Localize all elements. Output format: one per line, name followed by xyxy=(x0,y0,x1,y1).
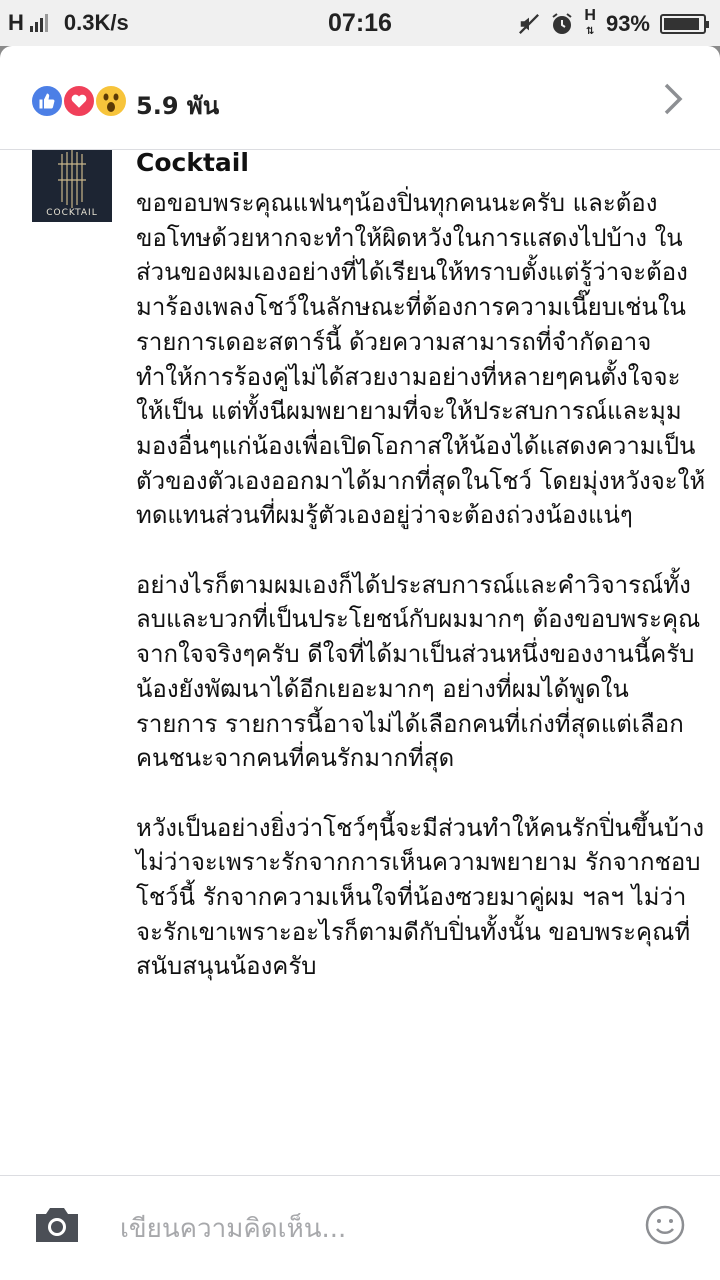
comment-body xyxy=(136,186,706,1019)
comment-author[interactable]: Cocktail xyxy=(136,150,249,177)
comment-composer xyxy=(0,1175,720,1280)
data-arrows-icon: ⇅ xyxy=(585,26,595,37)
comments-sheet xyxy=(0,46,720,1280)
data-indicator xyxy=(584,9,596,39)
alarm-icon xyxy=(550,12,574,36)
clock: 07:16 xyxy=(328,9,392,37)
battery-percent: 93% xyxy=(605,11,650,36)
battery-fill xyxy=(664,18,699,30)
like-icon xyxy=(30,84,64,118)
battery-icon xyxy=(660,14,706,34)
love-icon xyxy=(62,84,96,118)
reaction-count: 5.9 พัน xyxy=(136,92,220,120)
comment-paragraph: อย่างไรก็ตามผมเองก็ได้ประสบการณ์และคำวิจารณ์ทั้งลบและบวกที่เป็นประโยชน์กับผมมากๆ ต้องขอบพระคุณจากใจจริงๆครับ ดีใจที่ได้มาเป็นส่วนหนึ่งของงานนี้ครับ น้องยังพัฒนาได้อีกเยอะมากๆ อย่างที่ผมได้พูดในรายการ รายการนี้อาจไม่ได้เลือกคนที่เก่งที่สุดแต่เลือกคนชนะจากคนที่คนรักมากที่สุด xyxy=(136,570,701,773)
avatar-label: COCKTAIL xyxy=(46,208,98,218)
comment-paragraph: หวังเป็นอย่างยิ่งว่าโชว์ๆนี้จะมีส่วนทำให้คนรักปิ่นขึ้นบ้างไม่ว่าจะเพราะรักจากการเห็นความพยายาม รักจากชอบโชว์นี้ รักจากความเห็นใจที่น้องซวยมาคู่ผม ฯลฯ ไม่ว่าจะรักเขาเพราะอะไรก็ตามดีกับปิ่นทั้งนั้น ขอบพระคุณที่สนับสนุนน้องครับ xyxy=(136,813,705,981)
emoji-icon[interactable] xyxy=(644,1204,686,1246)
status-bar xyxy=(0,0,720,46)
comment-paragraph: ขอขอบพระคุณแฟนๆน้องปิ่นทุกคนนะครับ และต้องขอโทษด้วยหากจะทำให้ผิดหวังในการแสดงไปบ้าง ในส่วนของผมเองอย่างที่ได้เรียนให้ทราบตั้งแต่รู้ว่าจะต้องมาร้องเพลงโชว์ในลักษณะที่ต้องการความเนี๊ยบเช่นในรายการเดอะสตาร์นี้ ด้วยความสามารถที่จำกัดอาจทำให้การร้องคู่ไม่ได้สวยงามอย่างที่หลายๆคนตั้งใจจะให้เป็น แต่ทั้งนีผมพยายามที่จะให้ประสบการณ์และมุมมองอื่นๆแก่น้องเพื่อเปิดโอกาสให้น้องได้แสดงความเป็นตัวของตัวเองออกมาได้มากที่สุดในโชว์ โดยมุ่งหวังจะให้ทดแทนส่วนที่ผมรู้ตัวเองอยู่ว่าจะต้องถ่วงน้องแน่ๆ xyxy=(136,189,706,530)
chevron-right-icon[interactable] xyxy=(662,82,684,116)
camera-icon[interactable] xyxy=(32,1204,82,1246)
wow-icon xyxy=(94,84,128,118)
chandelier-icon xyxy=(32,150,112,210)
data-type: H xyxy=(584,7,596,24)
avatar[interactable] xyxy=(32,150,112,222)
network-speed: 0.3K/s xyxy=(63,10,129,35)
comment-input[interactable]: เขียนความคิดเห็น... xyxy=(120,1214,347,1244)
status-right xyxy=(518,9,706,39)
mute-icon xyxy=(518,13,540,35)
reactions-row[interactable] xyxy=(0,46,720,150)
network-type: H xyxy=(8,10,24,35)
comment xyxy=(0,150,720,1175)
